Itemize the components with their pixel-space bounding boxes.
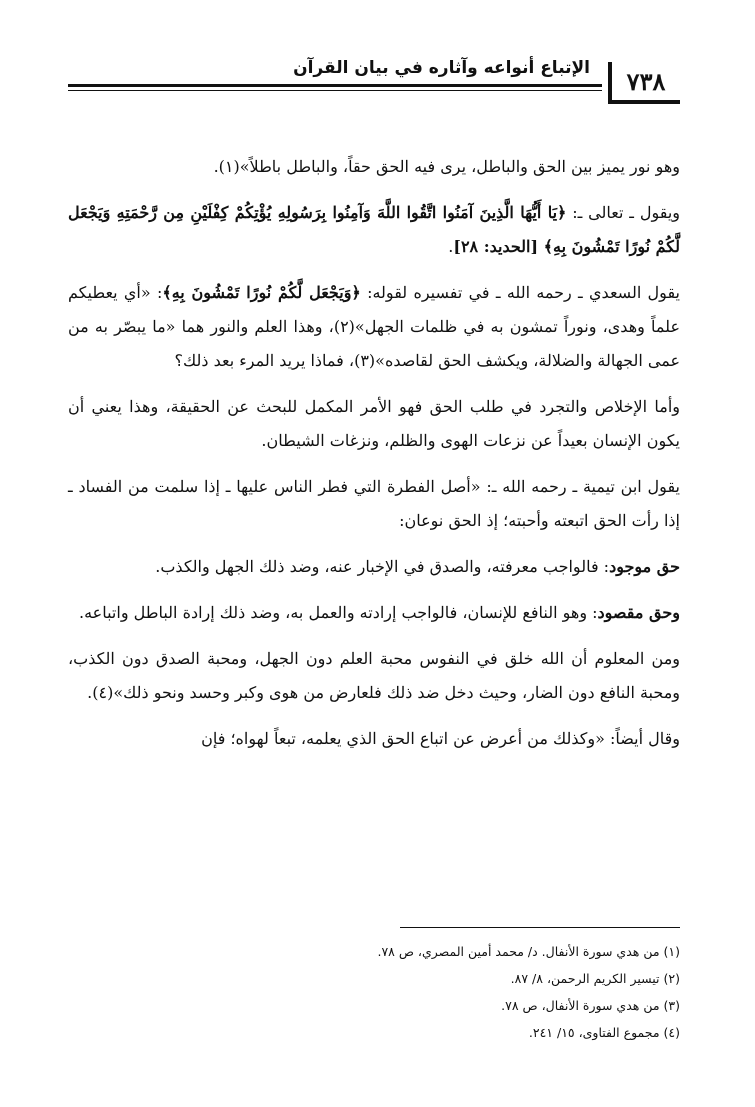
paragraph bbox=[68, 196, 680, 264]
paragraph: ومن المعلوم أن الله خلق في النفوس محبة العلم دون الجهل، ومحبة الصدق دون الكذب، ومحبة النافع دون الضار، وحيث دخل ضد ذلك فلعارض من هوى وكبر وحسد ونحو ذلك»(٤). bbox=[68, 649, 680, 702]
body-text bbox=[68, 150, 680, 766]
term-label: حق موجود bbox=[609, 557, 680, 576]
footnote-divider bbox=[400, 927, 680, 928]
quran-verse: ﴿يَا أَيُّهَا الَّذِينَ آمَنُوا اتَّقُوا اللَّهَ وَآمِنُوا بِرَسُولِهِ يُؤْتِكُمْ كِفْلَيْنِ مِن رَّحْمَتِهِ وَيَجْعَل لَّكُمْ نُورًا تَمْشُونَ بِهِ﴾ [الحديد: ٢٨] bbox=[68, 203, 680, 256]
paragraph-end: . bbox=[448, 237, 454, 256]
footnote: (٣) من هدي سورة الأنفال، ص ٧٨. bbox=[501, 998, 680, 1013]
paragraph bbox=[68, 276, 680, 378]
footnote: (٤) مجموع الفتاوى، ١٥/ ٢٤١. bbox=[528, 1025, 680, 1040]
paragraph: يقول ابن تيمية ـ رحمه الله ـ: «أصل الفطرة التي فطر الناس عليها ـ إذا سلمت من الفساد ـ إذا رأت الحق اتبعته وأحبته؛ إذ الحق نوعان: bbox=[68, 477, 680, 530]
paragraph-intro: ويقول ـ تعالى ـ: bbox=[566, 203, 680, 222]
paragraph-intro: يقول السعدي ـ رحمه الله ـ في تفسيره لقوله: bbox=[360, 283, 680, 302]
footnote: (٢) تيسير الكريم الرحمن، ٨/ ٨٧. bbox=[510, 971, 680, 986]
term-label: وحق مقصود bbox=[597, 603, 680, 622]
running-title: الإتباع أنواعه وآثاره في بيان القرآن bbox=[293, 58, 590, 78]
header-rule bbox=[68, 84, 602, 87]
header-rule-thin bbox=[68, 90, 602, 91]
paragraph: وقال أيضاً: «وكذلك من أعرض عن اتباع الحق الذي يعلمه، تبعاً لهواه؛ فإن bbox=[201, 729, 680, 748]
paragraph bbox=[68, 550, 680, 584]
term-definition: : وهو النافع للإنسان، فالواجب إرادته والعمل به، وضد ذلك إرادة الباطل واتباعه. bbox=[79, 603, 598, 622]
page-header bbox=[68, 52, 680, 118]
paragraph: وهو نور يميز بين الحق والباطل، يرى فيه الحق حقاً، والباطل باطلاً»(١). bbox=[213, 157, 680, 176]
paragraph bbox=[68, 596, 680, 630]
quran-verse: ﴿وَيَجْعَل لَّكُمْ نُورًا تَمْشُونَ بِهِ﴾ bbox=[162, 283, 361, 302]
term-definition: : فالواجب معرفته، والصدق في الإخبار عنه، وضد ذلك الجهل والكذب. bbox=[155, 557, 610, 576]
paragraph-rest: : «أي يعطيكم علماً وهدى، ونوراً تمشون به في ظلمات الجهل»(٢)، وهذا العلم والنور هما «ما يبصّر به من عمى الجهالة والضلالة، ويكشف الحق لقاصده»(٣)، فماذا يريد المرء بعد ذلك؟ bbox=[68, 283, 680, 370]
paragraph: وأما الإخلاص والتجرد في طلب الحق فهو الأمر المكمل للبحث عن الحقيقة، وهذا يعني أن يكون الإنسان بعيداً عن نزعات الهوى والظلم، ونزغات الشيطان. bbox=[68, 397, 680, 450]
footnote: (١) من هدي سورة الأنفال. د/ محمد أمين المصري، ص ٧٨. bbox=[377, 944, 680, 959]
page-number: ٧٣٨ bbox=[608, 62, 680, 104]
footnotes bbox=[75, 938, 680, 1046]
